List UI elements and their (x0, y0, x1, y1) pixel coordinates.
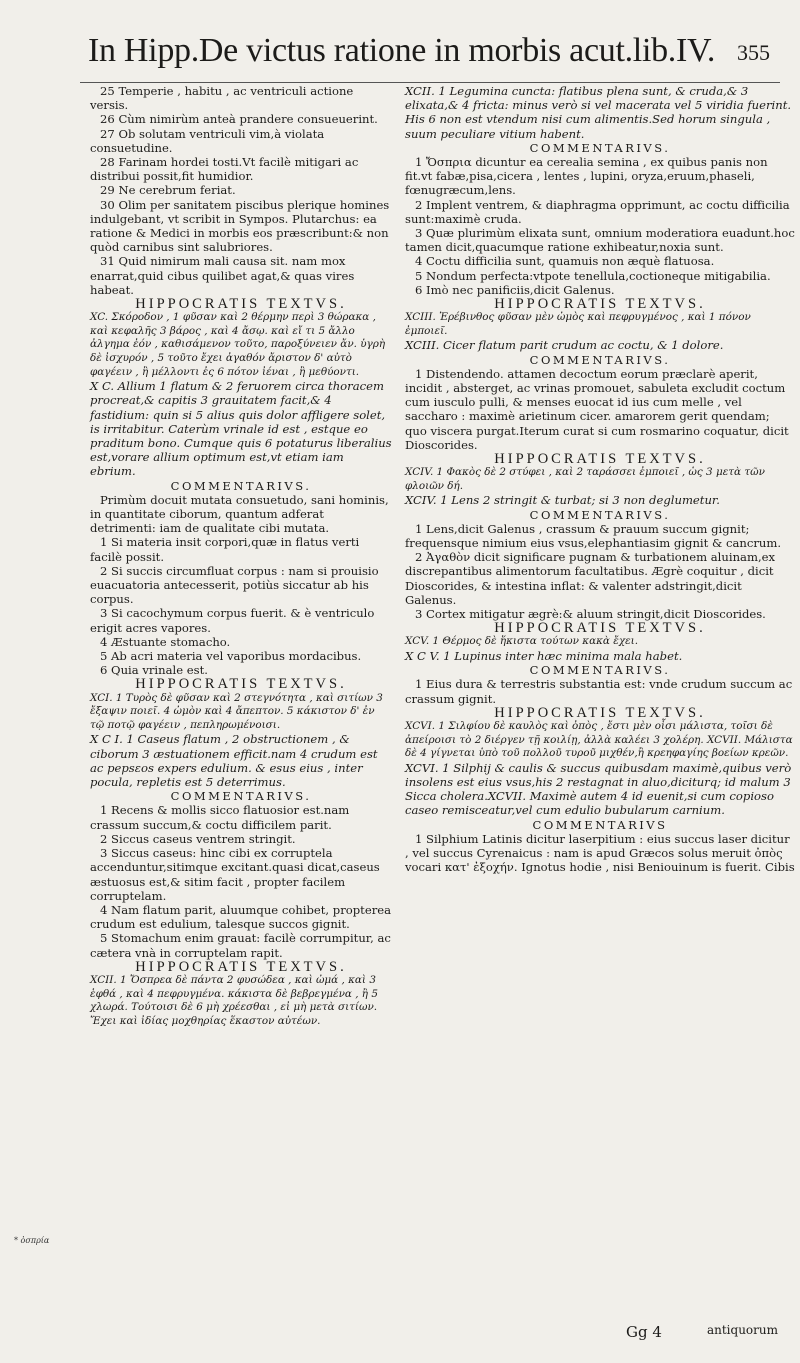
section-heading: HIPPOCRATIS TEXTVS. (494, 704, 706, 721)
paragraph: 1 Ὄσπρια dicuntur ea cerealia semina , ex quibus panis non fit.vt fabæ,pisa,cicera , lentes , lupini, oryza,eruum,phaseli, fœnugræcum,lens. (405, 155, 768, 198)
latin-translation: XCII. 1 Legumina cuncta: flatibus plena sunt, & cruda,& 3 elixata,& 4 fricta: minus verò si vel macerata vel 5 viridia fuerint. His 6 non est vtendum nisi cum alimentis.Sed horum singula , suum peculiare vitium habent. (405, 84, 792, 141)
paragraph: 6 Imò nec panificiis,dicit Galenus. (415, 282, 615, 297)
left-column (90, 84, 392, 1028)
paragraph: 30 Olim per sanitatem piscibus plerique homines indulgebant, vt scribit in Sympos. Plutarchus: ea ratione & Medici in morbis eos præscribunt:& non quòd carnibus sint salubriores. (90, 197, 390, 255)
latin-translation: X C I. 1 Caseus flatum , 2 obstructionem , & ciborum 3 æstuationem efficit.nam 4 crudum est ac pepsεos expers edulium. & esus eius , inter pocula, repletis est 5 deterrimus. (90, 732, 378, 790)
latin-translation: X C. Allium 1 flatum & 2 feruorem circa thoracem procreat,& capitis 3 grauitatem facit,& 4 fastidium: quin si 5 alius quis dolor affligere solet, is irritabitur. Caterùm vrinale id est , estque eo praditum bono. Cumque quis 6 potaturus liberalius est,vorare allium optimum est,vt etiam iam ebrium. (90, 379, 392, 479)
paragraph: 5 Nondum perfecta:vtpote tenellula,coctioneque mitigabilia. (415, 268, 771, 283)
section-heading: HIPPOCRATIS TEXTVS. (494, 451, 706, 468)
paragraph: 1 Silphium Latinis dicitur laserpitium : eius succus laser dicitur , vel succus Cyrenaicus : nam is apud Græcos solus meruit ὀπὸς vocari κατ' ἐξοχήν. Ignotus hodie , nisi Beniouinum is fuerit. Cibis (405, 831, 795, 875)
greek-text: XCI. 1 Τυρὸς δὲ φῦσαν καὶ 2 στεγνότητα , καὶ σιτίων 3 ἔξαψιν ποιεῖ. 4 ὠμὸν καὶ 4 ἄπεπτον. 5 κάκιστον δ' ἐν τῷ ποτῷ φαγέειν , πεπληρωμένοισι. (90, 691, 383, 731)
greek-text: XCVI. 1 Σιλφίου δὲ καυλὸς καὶ ὀπὸς , ἔστι μὲν οἷσι μάλιστα, τοῖσι δὲ ἀπείροισι τὸ 2 διέργεν τῇ κοιλίῃ, ἀλλὰ καλέει 3 χολέρη. XCVII. Μάλιστα δὲ 4 γίγνεται ὑπὸ τοῦ πολλοῦ τυροῦ μιχθέν,ἢ κρεηφαγίης βοείων κρεῶν. (405, 720, 793, 760)
section-heading: HIPPOCRATIS TEXTVS. (135, 296, 347, 313)
section-heading: HIPPOCRATIS TEXTVS. (494, 620, 706, 637)
section-heading: HIPPOCRATIS TEXTVS. (135, 958, 347, 975)
greek-text: XCII. 1 Ὄσπρεα δὲ πάντα 2 φυσώδεα , καὶ ὠμά , καὶ 3 ἑφθά , καὶ 4 πεφρυγμένα. κάκιστα δὲ βεβρεγμένα , ἢ 5 χλωρά. Τούτοισι δὲ 6 μὴ χρέεσθαι , εἰ μὴ μετὰ σιτίων. Ἔχει καὶ ἰδίας μοχθηρίας ἕκαστον αὐτέων. (90, 973, 378, 1027)
latin-translation: XCIV. 1 Lens 2 stringit & turbat; si 3 non deglumetur. (405, 493, 720, 508)
paragraph: 5 Stomachum enim grauat: facilè corrumpitur, ac cætera vnà in corruptelam rapit. (90, 931, 391, 960)
latin-translation: XCIII. Cicer flatum parit crudum ac coctu, & 1 dolore. (405, 338, 724, 353)
latin-translation: X C V. 1 Lupinus inter hæc minima mala habet. (405, 649, 683, 664)
paragraph: 1 Lens,dicit Galenus , crassum & prauum succum gignit; frequensque nimium eius vsus,elephantiasim gignit & cancrum. (405, 521, 782, 551)
paragraph: 1 Si materia insit corpori,quæ in flatus verti facilè possit. (90, 535, 360, 564)
paragraph: 2 Implent ventrem, & diaphragma opprimunt, ac coctu difficilia sunt:maximè cruda. (405, 197, 790, 226)
latin-translation: XCVI. 1 Silphij & caulis & succus quibusdam maximè,quibus verò insolens est eius vsus,his 2 restagnat in aluo,diciturq; id malum 3 Sicca cholera.XCVII. Maximè autem 4 id euenit,si cum copioso caseo remisceatur,vel cum edulio bubularum carnium. (405, 760, 792, 818)
section-heading: HIPPOCRATIS TEXTVS. (494, 296, 706, 313)
commentary-heading: COMMENTARIVS. (170, 478, 312, 493)
paragraph: 1 Recens & mollis sicco flatuosior est.nam crassum succum,& coctu difficilem parit. (90, 803, 350, 832)
page-number: 355 (737, 40, 770, 65)
catchword: antiquorum (706, 1323, 778, 1337)
running-title: In Hipp.De victus ratione in morbis acut.lib.IV. (88, 32, 716, 69)
commentary-heading: COMMENTARIVS. (529, 663, 671, 678)
paragraph: 4 Nam flatum parit, aluumque cohibet, propterea crudum est edulium, talesque succos gignit. (90, 902, 392, 932)
paragraph: 2 Siccus caseus ventrem stringit. (100, 831, 296, 846)
signature-mark: Gg 4 (626, 1323, 662, 1341)
paragraph: 2 Ἀγαθὸν dicit significare pugnam & turbationem aluinam,ex discrepantibus alimentorum facultatibus. Ægrè coquitur , dicit Dioscorides, & intestina inflat: & valenter adstringit,dicit Galenus. (405, 550, 776, 607)
running-header (80, 30, 780, 83)
paragraph: Primùm docuit mutata consuetudo, sani hominis, in quantitate ciborum, quantum adferat detrimenti: iam de qualitate cibi mutata. (90, 492, 389, 536)
paragraph: 4 Coctu difficilia sunt, quamuis non æquè flatuosa. (415, 254, 715, 269)
section-heading: HIPPOCRATIS TEXTVS. (135, 676, 347, 693)
right-column (405, 84, 795, 875)
paragraph: 5 Ab acri materia vel vaporibus mordacibus. (100, 649, 362, 664)
paragraph: 25 Temperie , habitu , ac ventriculi actione versis. (90, 84, 354, 113)
paragraph: 29 Ne cerebrum feriat. (100, 183, 236, 198)
greek-text: XCIII. Ἐρέβινθος φῦσαν μὲν ὠμὸς καὶ πεφρυγμένος , καὶ 1 πόνον ἐμποιεῖ. (405, 311, 751, 337)
greek-text: XCV. 1 Θέρμος δὲ ἥκιστα τούτων κακὰ ἔχει. (405, 635, 639, 648)
paragraph: 1 Distendendo. attamen decoctum eorum præclarè aperit, incidit , absterget, ac vrinas promouet, sabuleta excludit coctum cum iusculo pulli, & menses euocat id ius cum melle , vel saccharo : maximè arietinum cicer. amarorem gerit quendam; quo viscera purgat.Iterum curat si cum rosmarino coquatur, dicit Dioscorides. (405, 366, 789, 452)
paragraph: 3 Cortex mitigatur ægrè:& aluum stringit,dicit Dioscorides. (415, 607, 766, 622)
paragraph: 28 Farinam hordei tosti.Vt facilè mitigari ac distribui possit,fit humidior. (90, 155, 359, 184)
commentary-heading: COMMENTARIVS. (529, 140, 671, 155)
paragraph: 2 Si succis circumfluat corpus : nam si prouisio euacuatoria antecesserit, potiùs siccatur ab his corpus. (90, 563, 379, 607)
paragraph: 31 Quid nimirum mali causa sit. nam mox enarrat,quid cibus quilibet agat,& quas vires habeat. (90, 254, 355, 297)
paragraph: 3 Quæ plurimùm elixata sunt, omnium moderatiora euadunt.hoc tamen dicit,quacumque ratione exhibeatur,noxia sunt. (405, 226, 795, 255)
paragraph: 26 Cùm nimirùm anteà prandere consueuerint. (100, 112, 378, 127)
paragraph: 4 Æstuante stomacho. (100, 634, 231, 649)
paragraph: 6 Quia vrinale est. (100, 663, 208, 678)
commentary-heading: COMMENTARIVS. (529, 352, 671, 367)
greek-text: XC. Σκόροδον , 1 φῦσαν καὶ 2 θέρμην περὶ 3 θώρακα , καὶ κεφαλῆς 3 βάρος , καὶ 4 ἄσῳ. καὶ εἴ τι 5 ἄλλο ἀλγημα ἐόν , καθισάμενον τοῦτο, παροξύνειεν ἄν. ὑγρὴ δὲ ἰσχυρόν , 5 τοῦτο ἔχει ἀγαθόν ἄριστον δ' αὐτὸ φαγέειν , ἢ μέλλοντι ἐς 6 πότον ἰέναι , ἢ μεθύοντι. (90, 311, 386, 378)
greek-text: XCIV. 1 Φακὸς δὲ 2 στύφει , καὶ 2 ταράσσει ἐμποιεῖ , ὡς 3 μετὰ τῶν φλοιῶν δή. (405, 466, 765, 492)
paragraph: 3 Siccus caseus: hinc cibi ex corruptela accenduntur,sitimque excitant.quasi dicat,caseus æstuosus est,& sitim facit , propter facilem corruptelam. (90, 846, 380, 903)
paragraph: 1 Eius dura & terrestris substantia est: vnde crudum succum ac crassum gignit. (405, 677, 793, 706)
commentary-heading: COMMENTARIVS. (529, 507, 671, 522)
commentary-heading: COMMENTARIVS (532, 817, 668, 832)
commentary-heading: COMMENTARIVS. (170, 789, 312, 804)
margin-note: * ὀσπρία (14, 1236, 50, 1245)
paragraph: 3 Si cacochymum corpus fuerit. & è ventriculo erigit acres vapores. (90, 606, 375, 635)
paragraph: 27 Ob solutam ventriculi vim,à violata consuetudine. (90, 126, 325, 155)
